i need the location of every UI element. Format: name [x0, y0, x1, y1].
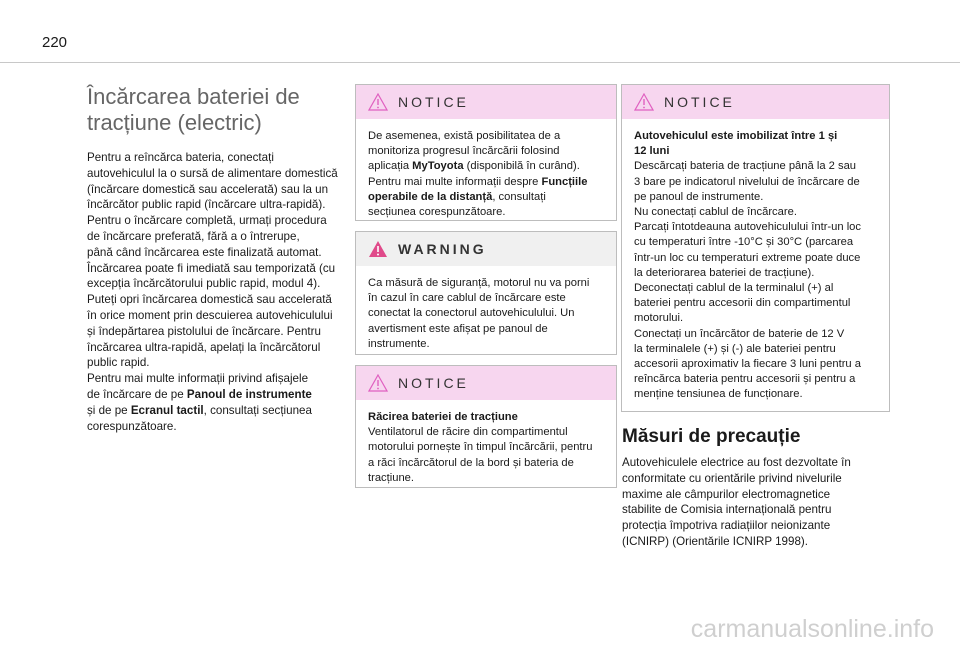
section-title [87, 84, 349, 136]
notice-text-a: De asemenea, există posibilitatea de a monitoriza progresul încărcării folosind aplicația [368, 130, 561, 173]
paragraph-2: Pentru o încărcare completă, urmați procedura de încărcare preferată, fără a o întrerupe, până când încărcarea este finalizată automat. [87, 214, 327, 259]
watermark: carmanualsonline.info [690, 615, 934, 643]
header-divider [0, 62, 960, 63]
caution-triangle-outline-icon [368, 374, 388, 392]
warning-text: Ca măsură de siguranță, motorul nu va porni în cazul în care cablul de încărcare este conectat la conectorul autovehiculului. Un avertisment este afișat pe panoul de instrumente. [368, 277, 590, 350]
notice-text: Ventilatorul de răcire din compartimentul motorului pornește în timpul încărcării, pentru a răci încărcătorul de la bord și bateria de tracțiune. [368, 426, 593, 484]
notice-text-c: (disponibilă în curând). Pentru mai multe informații despre [368, 160, 580, 188]
notice-header [622, 85, 889, 119]
warning-triangle-filled-icon [368, 240, 388, 258]
notice-header [356, 85, 616, 119]
paragraph-1: Pentru a reîncărca bateria, conectați autovehiculul la o sursă de alimentare domestică (încărcare domestică sau accelerată) sau la un încărcător public rapid (încărcare ultra-rapidă). [87, 151, 338, 212]
precautions-heading: Măsuri de precauție [622, 426, 801, 447]
notice-paragraph-5: Conectați un încărcător de baterie de 12 V la terminalele (+) și (-) ale bateriei pentru accesorii aproximativ la fiecare 3 luni pentru a reîncărca bateria pentru accesorii și pentru a menține tensiunea de funcționare. [634, 327, 861, 401]
notice-body [622, 119, 889, 413]
notice-paragraph-3: Parcați întotdeauna autovehiculului într-un loc cu temperaturi între -10°C și 30°C (parcarea într-un loc cu temperaturi extreme poate duce la deteriorarea bateriei de tracțiune). [634, 221, 862, 279]
page-number: 220 [42, 34, 68, 51]
notice-paragraph-2: Nu conectați cablul de încărcare. [634, 206, 797, 219]
caution-triangle-outline-icon [368, 93, 388, 111]
notice-paragraph-1: Descărcați bateria de tracțiune până la 2 sau 3 bare pe indicatorul nivelului de încărcare de pe panoul de instrumente. [634, 160, 860, 203]
section-title-line1: Încărcarea bateriei de [87, 84, 300, 109]
warning-body [356, 266, 616, 362]
notice-body [356, 119, 616, 230]
precautions-text: Autovehiculele electrice au fost dezvoltate în conformitate cu orientările privind nivelurile maxime ale câmpurilor electromagnetice stabilite de Comisia internațională pentru protecția împotriva radiațiilor neionizante (ICNIRP) (Orientările ICNIRP 1998). [622, 456, 851, 548]
notice-box-cooling [355, 365, 617, 488]
notice-box-immobilized [621, 84, 890, 412]
notice-heading: Răcirea bateriei de tracțiune [368, 411, 518, 423]
notice-text-e: , consultați secțiunea corespunzătoare. [368, 190, 546, 219]
notice-header [356, 366, 616, 400]
notice-heading: Autovehiculul este imobilizat între 1 și 12 luni [634, 130, 838, 158]
notice-text [368, 129, 604, 220]
remote-functions-term: Funcțiile operabile de la distanță [368, 175, 588, 203]
caution-triangle-outline-icon [634, 93, 654, 111]
notice-body [356, 400, 616, 496]
section-body [87, 150, 349, 434]
notice-label: NOTICE [664, 94, 735, 110]
notice-box-app [355, 84, 617, 221]
paragraph-5 [87, 371, 349, 434]
warning-label: WARNING [398, 241, 487, 257]
precautions-body [622, 455, 892, 550]
paragraph-5-text-a: Pentru mai multe informații privind afișajele de încărcare de pe [87, 372, 309, 401]
notice-label: NOTICE [398, 375, 469, 391]
touch-screen-term: Ecranul tactil [130, 403, 204, 417]
charging-section [87, 84, 349, 434]
warning-header [356, 232, 616, 266]
paragraph-3: Încărcarea poate fi imediată sau temporizată (cu excepția încărcătorului public rapid, modul 4). [87, 261, 336, 291]
paragraph-5-text-c: și de pe [87, 403, 128, 417]
section-title-line2: tracțiune (electric) [87, 110, 262, 135]
warning-box [355, 231, 617, 355]
paragraph-5-text-e: , consultați secțiunea corespunzătoare. [87, 403, 312, 433]
mytoyota-term: MyToyota [412, 160, 464, 173]
paragraph-4: Puteți opri încărcarea domestică sau accelerată în orice moment prin descuierea autovehiculului și îndepărtarea pistolului de încărcare. Pentru încărcarea ultra-rapidă, apelați la încărcătorul public rapid. [87, 293, 333, 370]
notice-paragraph-4: Deconectați cablul de la terminalul (+) al bateriei pentru accesorii din compartimentul motorului. [634, 282, 851, 325]
instrument-panel-term: Panoul de instrumente [186, 387, 312, 401]
notice-label: NOTICE [398, 94, 469, 110]
